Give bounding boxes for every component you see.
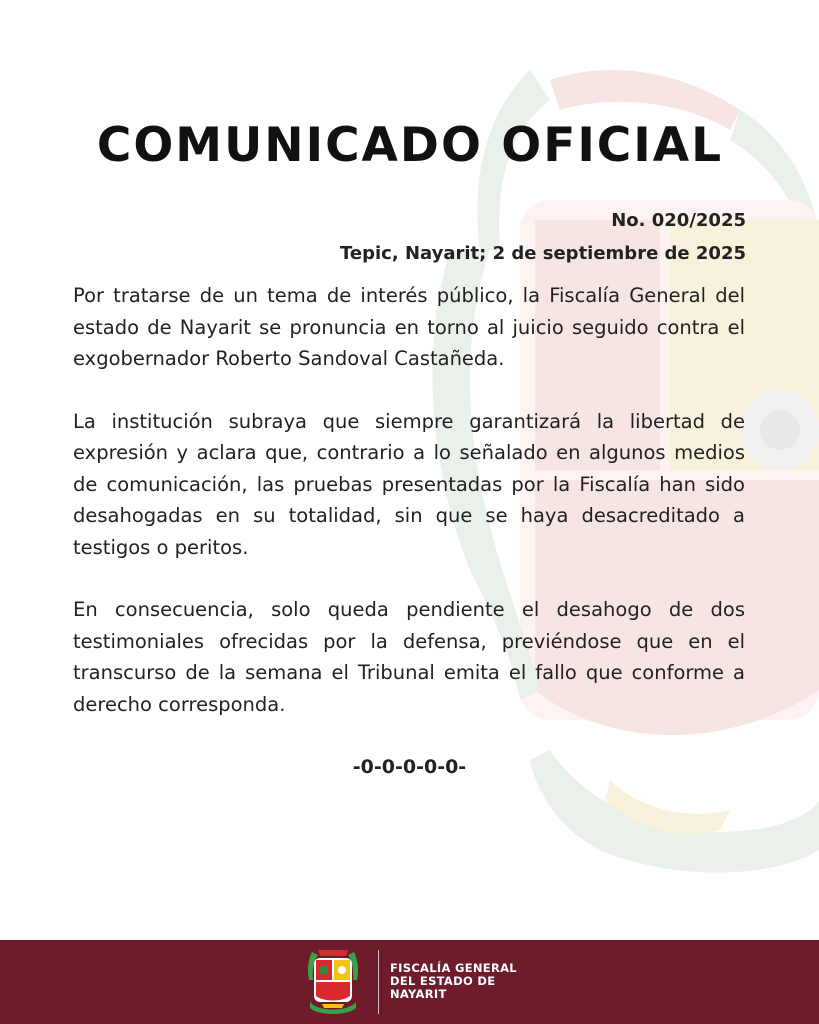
paragraph: Por tratarse de un tema de interés público, la Fiscalía General del estado de Nayarit se pronuncia en torno al juicio seguido contra el exgobernador Roberto Sandoval Castañeda. (73, 284, 745, 370)
footer-org-name (390, 962, 517, 1001)
document-paragraphs (73, 280, 745, 751)
footer-divider (378, 950, 379, 1014)
document-number: No. 020/2025 (611, 210, 746, 231)
document-title: COMUNICADO OFICIAL (96, 118, 724, 173)
paragraph: En consecuencia, solo queda pendiente el desahogo de dos testimoniales ofrecidas por la defensa, previéndose que en el transcurso de la semana el Tribunal emita el fallo que conforme a derecho corresponda. (73, 598, 745, 716)
document-meta (340, 204, 746, 270)
nayarit-coat-of-arms-icon (304, 946, 362, 1018)
paragraph: La institución subraya que siempre garantizará la libertad de expresión y aclara que, contrario a lo señalado en algunos medios de comunicación, las pruebas presentadas por la Fiscalía han sido desahogadas en su totalidad, sin que se haya desacreditado a testigos o peritos. (73, 409, 745, 559)
footer-org-line: DEL ESTADO DE (390, 974, 496, 988)
footer-bar (0, 940, 819, 1024)
footer-org-line: NAYARIT (390, 987, 447, 1001)
document-place-date: Tepic, Nayarit; 2 de septiembre de 2025 (340, 243, 746, 264)
closing-separator: -0-0-0-0-0- (352, 756, 467, 778)
footer-org-line: FISCALÍA GENERAL (390, 961, 517, 975)
